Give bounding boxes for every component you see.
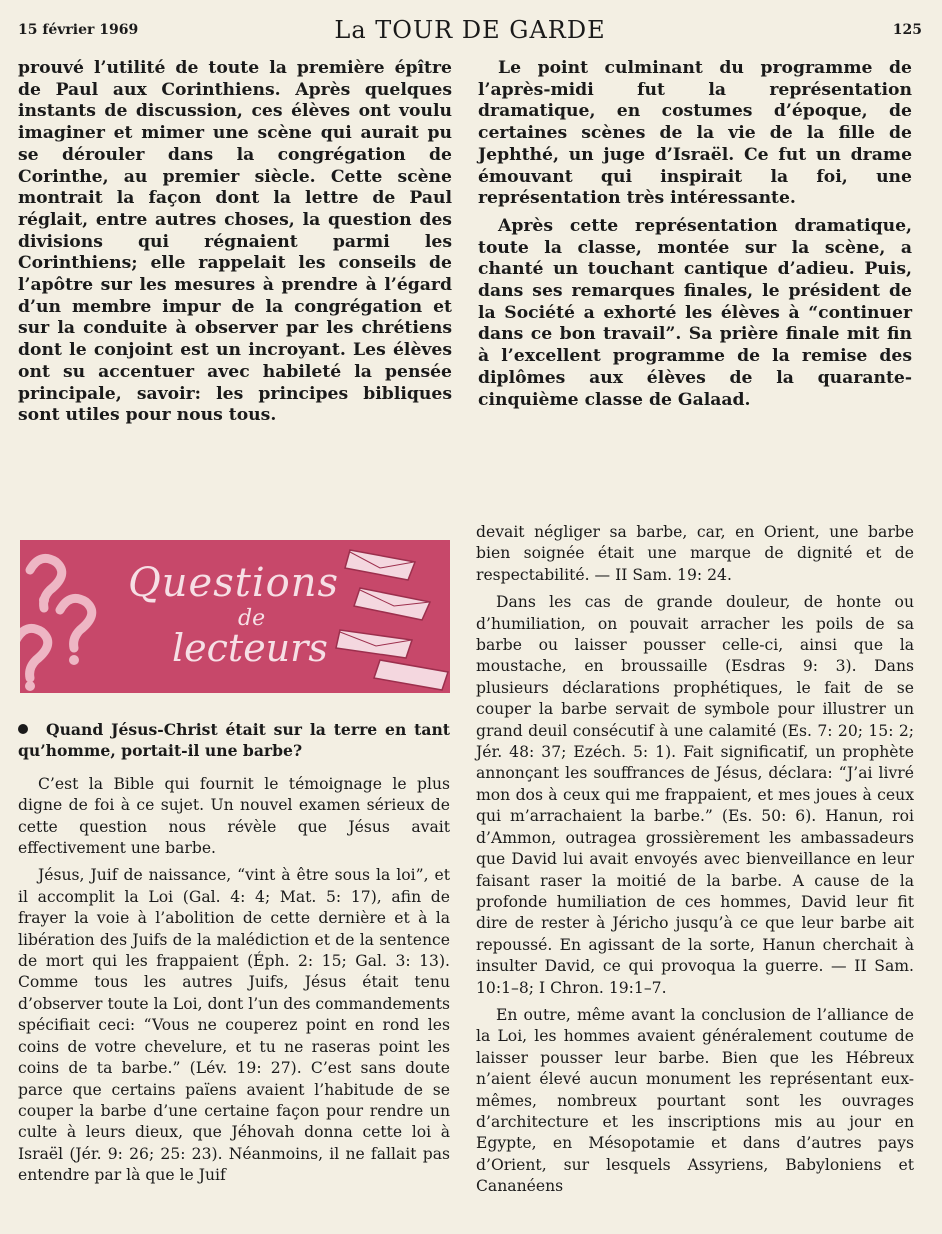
question-text: Quand Jésus-Christ était sur la terre en tant qu’homme, portait-il une barbe? (18, 720, 450, 761)
issue-date: 15 février 1969 (18, 22, 139, 38)
paragraph: Le point culminant du programme de l’après-midi fut la représentation dramatique, en costumes d’époque, de certaines scènes de la vie de la fille de Jephthé, un juge d’Israël. Ce fut un drame émouvant qui inspirait la foi, une représentation très intéressante. (478, 58, 912, 209)
paragraph: prouvé l’utilité de toute la première épître de Paul aux Corinthiens. Après quelques instants de discussion, ces élèves ont voulu imaginer et mimer une scène qui aurait pu se dérouler dans la congrégation de Corinthe, au premier siècle. Cette scène montrait la façon dont la lettre de Paul réglait, entre autres choses, la question des divisions qui régnaient parmi les Corinthiens; elle rappelait les conseils de l’apôtre sur les mesures à prendre à l’égard d’un membre impur de la congrégation et sur la conduite à observer par les chrétiens dont le conjoint est un incroyant. Les élèves ont su accentuer avec habileté la pensée principale, savoir: les principes bibliques sont utiles pour nous tous. (18, 58, 452, 426)
paragraph: Dans les cas de grande douleur, de honte ou d’humiliation, on pouvait arracher les poils de sa barbe ou laisser pousser celle-ci, ainsi que la moustache, en broussaille (Esdras 9: 3). Dans plusieurs déclarations prophétiques, le fait de se couper la barbe servait de symbole pour illustrer un grand deuil consécutif à une calamité (Es. 7: 20; 15: 2; Jér. 48: 37; Ezéch. 5: 1). Fait significatif, un prophète annonçant les souffrances de Jésus, déclara: “J’ai livré mon dos à ceux qui me frappaient, et mes joues à ceux qui m’arrachaient la barbe.” (Es. 50: 6). Hanun, roi d’Ammon, outragea grossièrement les ambassadeurs que David lui avait envoyés avec bienveillance en leur faisant raser la moitié de la barbe. A cause de la profonde humiliation de ces hommes, David leur fit dire de rester à Jéricho jusqu’à ce que leur barbe ait repoussé. En agissant de la sorte, Hanun cherchait à insulter David, ce qui provoqua la guerre. — II Sam. 10:1–8; I Chron. 19:1–7. (476, 593, 914, 997)
banner-subtitle-de: de (238, 606, 266, 631)
banner-title: Questions (128, 560, 339, 606)
page-number: 125 (892, 22, 922, 38)
bullet-icon (18, 724, 28, 734)
article-column-bottom-left (18, 719, 450, 1187)
article-column-bottom-right (476, 522, 914, 1198)
questions-de-lecteurs-banner (20, 540, 450, 693)
page-header (18, 14, 922, 48)
paragraph: Après cette représentation dramatique, toute la classe, montée sur la scène, a chanté un touchant cantique d’adieu. Puis, dans ses remarques finales, le président de la Société a exhorté les élèves à “continuer dans ce bon travail”. Sa prière finale mit fin à l’excellent programme de la remise des diplômes aux élèves de la quarante-cinquième classe de Galaad. (478, 215, 912, 410)
article-column-top-left (18, 58, 452, 427)
reader-question (18, 719, 450, 762)
paragraph: C’est la Bible qui fournit le témoignage le plus digne de foi à ce sujet. Un nouvel examen sérieux de cette question nous révèle que Jésus avait effectivement une barbe. (18, 774, 450, 858)
paragraph: devait négliger sa barbe, car, en Orient, une barbe bien soignée était une marque de dignité et de respectabilité. — II Sam. 19: 24. (476, 523, 914, 584)
paragraph: En outre, même avant la conclusion de l’alliance de la Loi, les hommes avaient généralement coutume de laisser pousser leur barbe. Bien que les Hébreux n’aient élevé aucun monument les représentant eux-mêmes, nombreux pourtant sont les ouvrages d’architecture et les inscriptions mis au jour en Egypte, en Mésopotamie et dans d’autres pays d’Orient, sur lesquels Assyriens, Babyloniens et Cananéens (476, 1005, 914, 1196)
article-column-top-right (478, 58, 912, 411)
magazine-title: La TOUR DE GARDE (334, 16, 606, 44)
banner-subtitle-lecteurs: lecteurs (172, 626, 328, 670)
paragraph: Jésus, Juif de naissance, “vint à être sous la loi”, et il accomplit la Loi (Gal. 4: 4; Mat. 5: 17), afin de frayer la voie à l’abolition de cette dernière et à la libération des Juifs de la malédiction et de la sentence de mort qui les frappaient (Éph. 2: 15; Gal. 3: 13). Comme tous les autres Juifs, Jésus était tenu d’observer toute la Loi, dont l’un des commandements spécifiait ceci: “Vous ne couperez point en rond les coins de votre chevelure, et tu ne raseras point les coins de ta barbe.” (Lév. 19: 27). C’est sans doute parce que certains païens avaient l’habitude de se couper la barbe d’une certaine façon pour rendre un culte à leurs dieux, que Jéhovah donna cette loi à Israël (Jér. 9: 26; 25: 23). Néanmoins, il ne fallait pas entendre par là que le Juif (18, 866, 450, 1185)
